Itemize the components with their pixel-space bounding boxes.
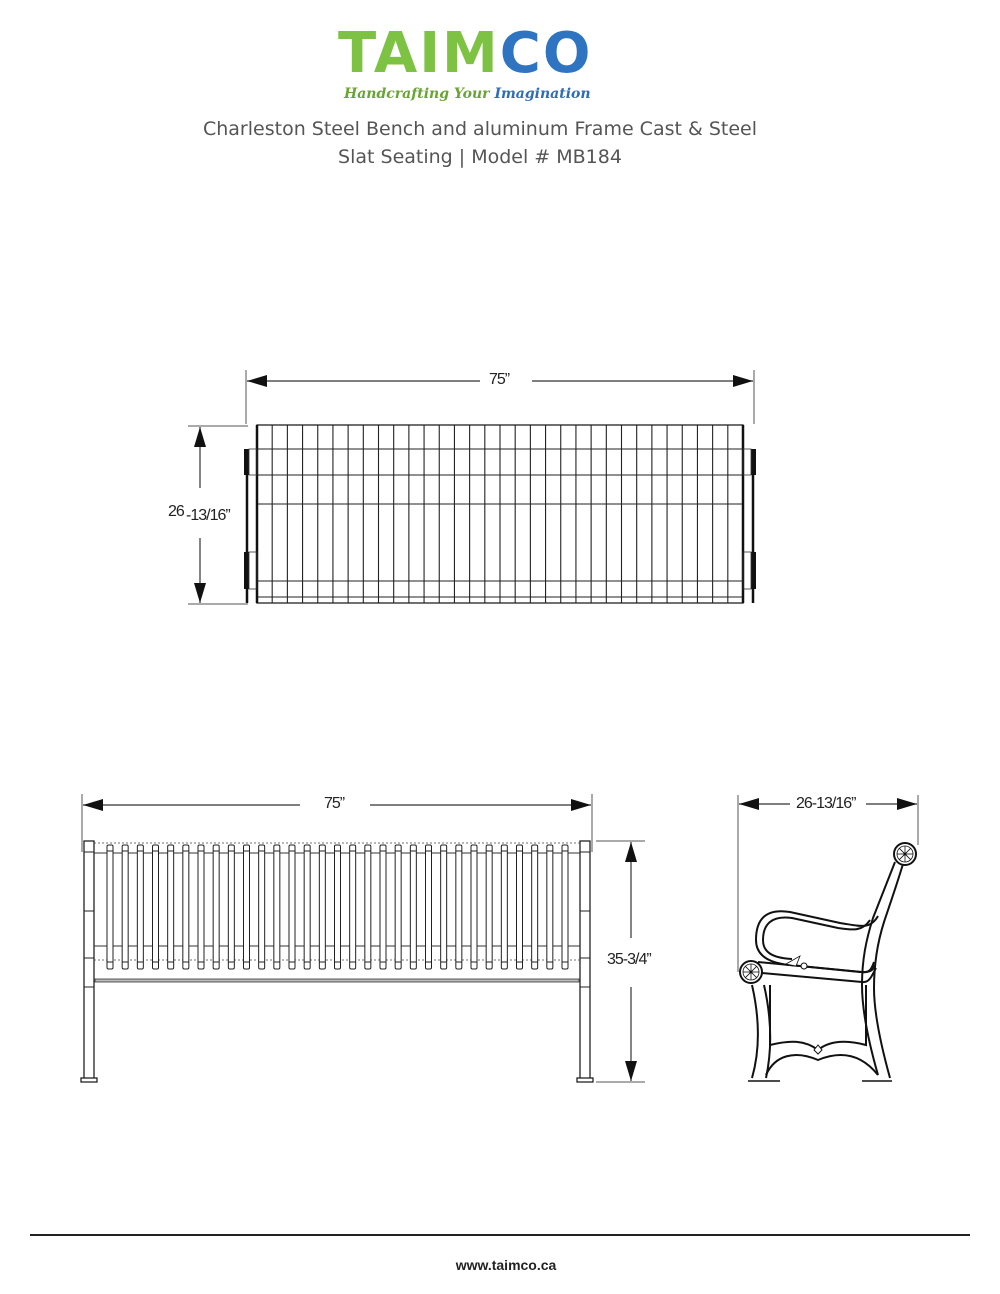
front-view-width-label: 75”: [324, 795, 345, 812]
top-view: [188, 370, 756, 604]
front-view-height-label: 35-3/4”: [607, 951, 651, 968]
footer-divider: [30, 1234, 970, 1236]
side-view: [738, 795, 918, 1081]
tagline-green: Handcrafting Your: [344, 86, 495, 102]
side-view-depth-label: 26-13/16”: [796, 795, 856, 812]
top-view-width-label: 75”: [489, 371, 510, 388]
tagline-blue: Imagination: [494, 86, 591, 102]
top-view-depth-label-main: 26: [168, 503, 184, 520]
logo-part-green: TAIM: [338, 21, 500, 86]
front-view: [81, 794, 645, 1082]
logo-part-blue: CO: [499, 21, 593, 86]
title-line-1: Charleston Steel Bench and aluminum Frame Cast & Steel: [202, 118, 757, 140]
top-view-depth-label-fraction: -13/16”: [186, 507, 230, 524]
footer-website-link[interactable]: www.taimco.ca: [455, 1257, 557, 1273]
title-line-2: Slat Seating | Model # MB184: [338, 146, 622, 168]
